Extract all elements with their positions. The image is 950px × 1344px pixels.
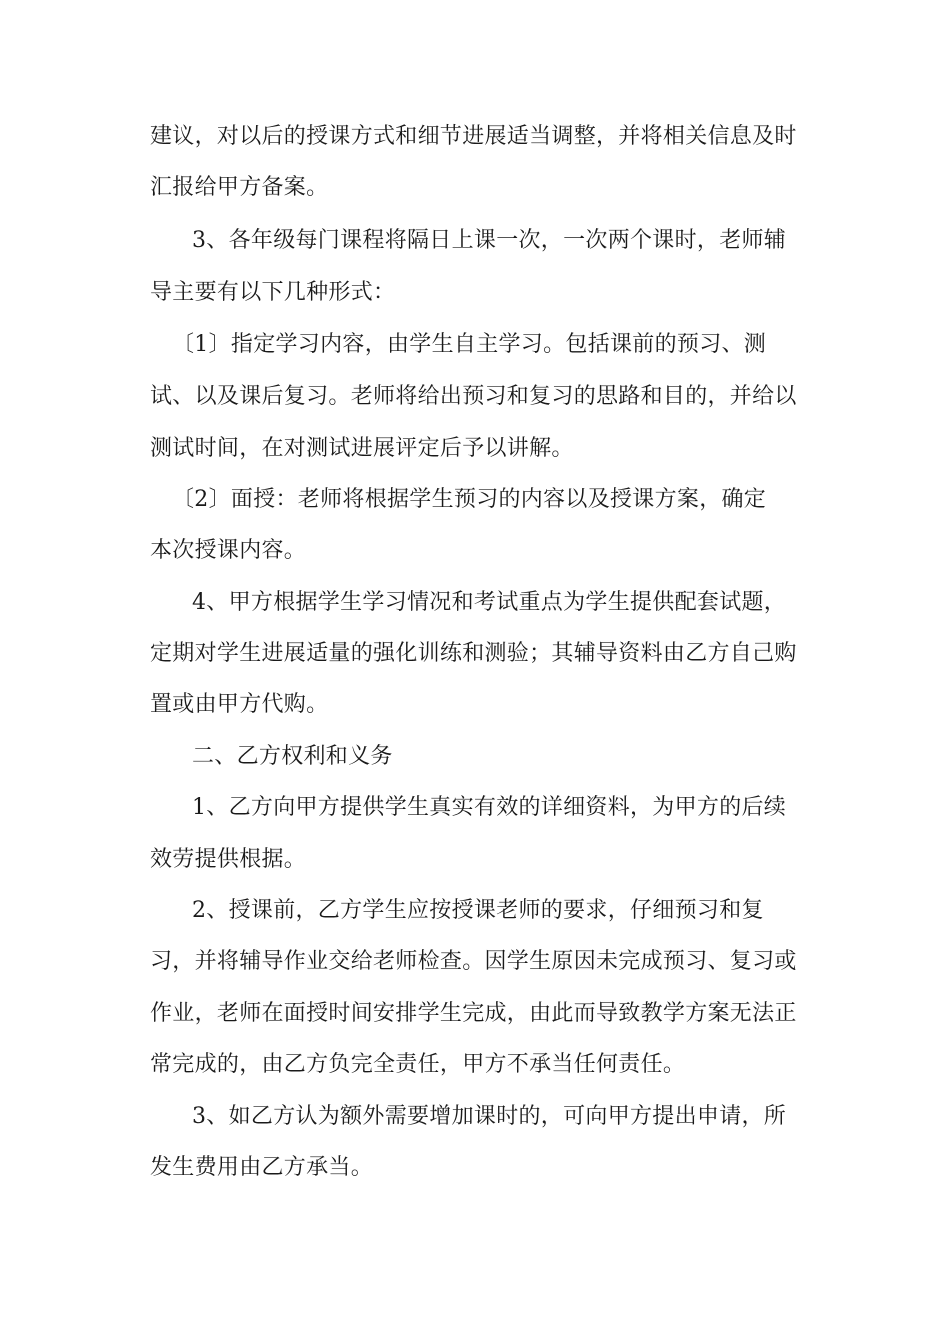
text-line-16: 2、授课前，乙方学生应按授课老师的要求，仔细预习和复 <box>192 898 764 923</box>
text-line-21: 发生费用由乙方承当。 <box>150 1155 374 1180</box>
text-line-4: 导主要有以下几种形式： <box>150 280 396 305</box>
text-line-18: 作业，老师在面授时间安排学生完成，由此而导致教学方案无法正 <box>150 1001 797 1026</box>
text-line-5: 〔1〕指定学习内容，由学生自主学习。包括课前的预习、测 <box>172 332 767 357</box>
text-line-14: 1、乙方向甲方提供学生真实有效的详细资料，为甲方的后续 <box>192 795 787 820</box>
text-line-12: 置或由甲方代购。 <box>150 692 329 717</box>
section-heading: 二、乙方权利和义务 <box>192 744 393 769</box>
text-line-1: 建议，对以后的授课方式和细节进展适当调整，并将相关信息及时 <box>150 124 797 149</box>
text-line-2: 汇报给甲方备案。 <box>150 175 329 200</box>
text-line-10: 4、甲方根据学生学习情况和考试重点为学生提供配套试题， <box>192 590 787 615</box>
text-line-9: 本次授课内容。 <box>150 538 307 563</box>
text-line-6: 试、以及课后复习。老师将给出预习和复习的思路和目的，并给以 <box>150 384 797 409</box>
text-line-11: 定期对学生进展适量的强化训练和测验；其辅导资料由乙方自己购 <box>150 641 797 666</box>
text-line-15: 效劳提供根据。 <box>150 847 307 872</box>
text-line-20: 3、如乙方认为额外需要增加课时的，可向甲方提出申请，所 <box>192 1104 787 1129</box>
text-line-3: 3、各年级每门课程将隔日上课一次，一次两个课时，老师辅 <box>192 228 787 253</box>
text-line-8: 〔2〕面授：老师将根据学生预习的内容以及授课方案，确定 <box>172 487 767 512</box>
text-line-7: 测试时间，在对测试进展评定后予以讲解。 <box>150 436 574 461</box>
text-line-19: 常完成的，由乙方负完全责任，甲方不承当任何责任。 <box>150 1052 686 1077</box>
text-line-17: 习，并将辅导作业交给老师检查。因学生原因未完成预习、复习或 <box>150 949 797 974</box>
